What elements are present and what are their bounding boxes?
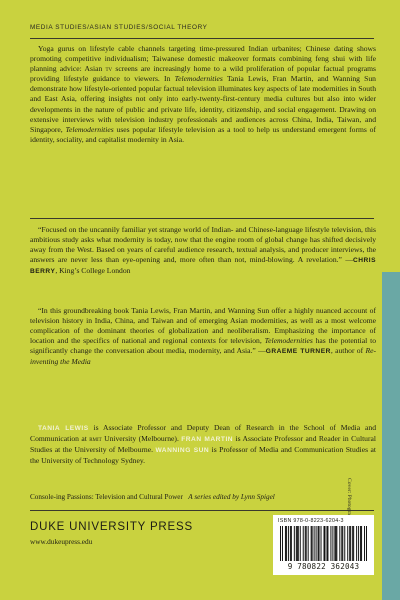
endorsement-chris-berry: “Focused on the uncannily familiar yet strange world of Indian- and Chinese-language lifestyle television, this ambitious study asks what modernity is today, now that the engine room of global change has shifted decisively away from the West. Based on years of careful audience research, textual analysis, and producer interviews, the answers are never less than eye-opening and, more often than not, mind-blowing. A revelation.” —CHRIS BERRY, King’s College London [30, 225, 376, 276]
barcode-number: 9 780822 362043 [287, 562, 360, 571]
endorser-name: GRAEME TURNER [265, 348, 331, 356]
endorser-name: CHRIS BERRY [30, 257, 376, 276]
author-name-lewis: TANIA LEWIS [38, 425, 89, 432]
publisher-url: www.dukeupress.edu [30, 537, 93, 546]
series-line: Console-ing Passions: Television and Cultural Power A series edited by Lynn Spigel [30, 493, 275, 501]
barcode-icon [280, 526, 367, 561]
middle-divider [30, 218, 374, 219]
description-paragraph: Yoga gurus on lifestyle cable channels targeting time-pressured Indian urbanites; Chinese dating shows promoting competitive individualism; Taiwanese domestic makeover formats combining feng shui with life planning advice: Asian tv screens are increasingly home to a wild proliferation of popular factual programs providing lifestyle guidance to viewers. In Telemodernities Tania Lewis, Fran Martin, and Wanning Sun demonstrate how lifestyle-oriented popular factual television illuminates key aspects of late modernities in South and East Asia, offering insights not only into early-twenty-first-century media cultures but also into wider developments in the nature of public and private life, identity, citizenship, and social engagement. Drawing on extensive interviews with television industry professionals and audiences across China, India, Taiwan, and Singapore, Telemodernities uses popular lifestyle television as a tool to help us understand emergent forms of identity, sociality, and capitalist modernity in Asia. [30, 44, 376, 144]
spine-accent-strip [382, 0, 400, 600]
isbn-barcode [273, 515, 374, 575]
book-title-italic: Telemodernities [174, 74, 223, 84]
publisher-name: DUKE UNIVERSITY PRESS [30, 521, 193, 533]
subject-category: MEDIA STUDIES/ASIAN STUDIES/SOCIAL THEORY [30, 24, 208, 31]
book-description [30, 44, 376, 145]
endorsement-graeme-turner: “In this groundbreaking book Tania Lewis, Fran Martin, and Wanning Sun offer a highly nuanced account of television history in India, China, and Taiwan and of emerging Asian modernities, as well as a most welcome complication of the dominant theories of globalization and neoliberalism. Emphasizing the importance of location and the specifics of national and regional contexts for television, Telemodernities has the potential to significantly change the conversation about media, modernity, and Asia.” —GRAEME TURNER, author of Re-inventing the Media [30, 306, 376, 367]
author-name-sun: WANNING SUN [155, 447, 210, 455]
author-bios: TANIA LEWIS is Associate Professor and Deputy Dean of Research in the School of Media and Communication at rmit University (Melbourne). FRAN MARTIN is Associate Professor and Reader in Cultural Studies at the University of Melbourne. WANNING SUN is Professor of Media and Communication Studies at the University of Technology Sydney. [30, 423, 376, 466]
author-name-martin: FRAN MARTIN [181, 436, 234, 444]
bottom-divider [30, 510, 374, 511]
top-divider [30, 38, 374, 39]
isbn-label: ISBN 978-0-8223-6204-3 [278, 518, 344, 524]
